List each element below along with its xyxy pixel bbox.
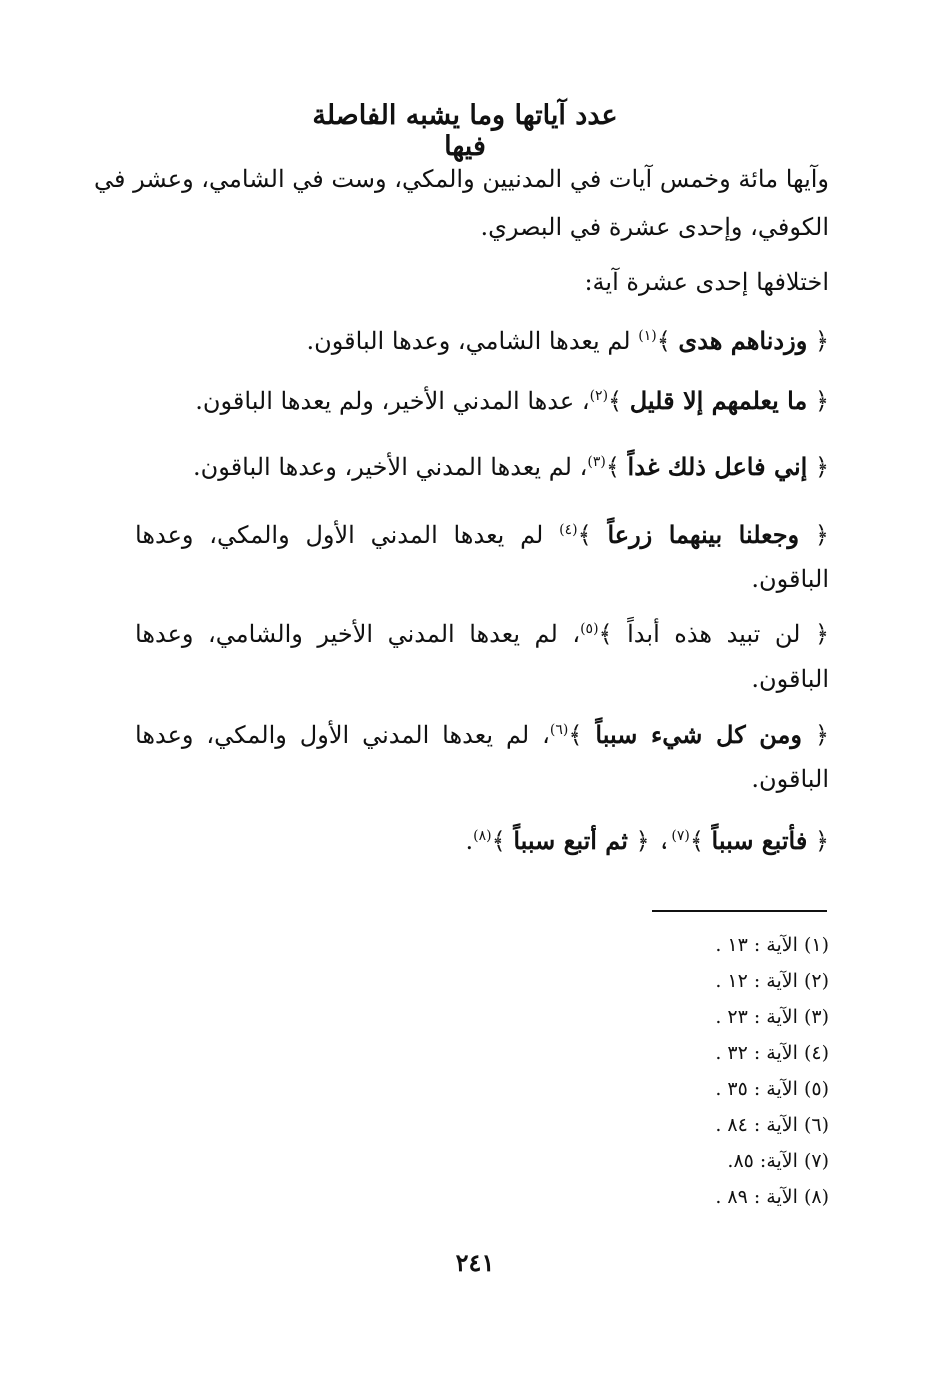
entry-text: ، لم يعدها المدني الأول والمكي، وعدها [135,721,550,749]
footnote-ref: (٣) [587,454,606,470]
footnote-6: (٦) الآية : ٨٤ . [715,1114,829,1136]
footnote-2: (٢) الآية : ١٢ . [715,970,829,992]
footnote-ref: (١) [638,328,657,344]
entry-5-continuation: الباقون. [751,665,829,693]
bracket-close: ﴾ [605,453,620,481]
entry-text: ، عدها المدني الأخير، ولم يعدها الباقون. [195,387,590,415]
bracket-close: ﴾ [568,721,583,749]
ikhtilaf-line: اختلافها إحدى عشرة آية: [584,268,829,296]
entry-text: لم يعدها المدني الأول والمكي، وعدها [135,521,560,549]
intro-line-2: الكوفي، وإحدى عشرة في البصري. [480,213,829,241]
footnote-1: (١) الآية : ١٣ . [715,934,829,956]
entry-text: ، لم يعدها المدني الأخير، وعدها الباقون. [193,453,588,481]
footnote-ref: (٦) [549,722,569,738]
ayah-text: ومن كل شيء سبباً [595,720,802,749]
ayah-text: لن تبيد هذه أبداً [627,620,801,648]
bracket-close: ﴾ [577,521,592,549]
footnote-7: (٧) الآية: ٨٥. [727,1150,829,1172]
bracket-close: ﴾ [608,387,623,415]
bracket-open: ﴿ [635,827,650,855]
entry-4 [135,520,829,549]
entry-3 [193,452,829,481]
entry-text: لم يعدها الشامي، وعدها الباقون. [306,327,639,355]
ayah-text: فأتبع سبباً [711,826,808,855]
section-heading: عدد آياتها وما يشبه الفاصلة فيها [312,100,618,162]
entry-text: ، لم يعدها المدني الأخير والشامي، وعدها [135,620,581,648]
bracket-close: ﴾ [656,327,671,355]
entry-4-continuation: الباقون. [751,565,829,593]
ayah-text: ما يعلمهم إلا قليل [629,386,808,415]
separator: ، [649,827,672,855]
intro-line-1: وآيها مائة وخمس آيات في المدنيين والمكي، وست في الشامي، وعشر في [94,165,829,193]
bracket-open: ﴿ [814,387,829,415]
entry-6-continuation: الباقون. [751,765,829,793]
footnote-ref: (٥) [580,621,599,637]
bracket-close: ﴾ [491,827,506,855]
bracket-open: ﴿ [814,327,829,355]
footnote-ref: (٧) [671,828,690,844]
entry-5 [135,620,829,648]
bracket-open: ﴿ [814,453,829,481]
footnote-ref: (٤) [559,522,578,538]
bracket-close: ﴾ [689,827,704,855]
footnote-divider [652,910,827,912]
ayah-text: وزدناهم هدى [678,326,808,355]
footnote-ref: (٨) [473,828,492,844]
bracket-open: ﴿ [814,620,829,648]
bracket-open: ﴿ [814,521,829,549]
footnote-8: (٨) الآية : ٨٩ . [715,1186,829,1208]
bracket-open: ﴿ [814,827,829,855]
entry-7-8 [466,826,829,855]
entry-6 [135,720,829,749]
footnote-ref: (٢) [589,388,609,404]
ayah-text: وجعلنا بينهما زرعاً [607,520,800,549]
entry-2 [195,386,829,415]
period: . [465,827,474,855]
bracket-close: ﴾ [598,620,613,648]
entry-1 [307,326,829,355]
bracket-open: ﴿ [814,721,829,749]
footnote-4: (٤) الآية : ٣٢ . [715,1042,829,1064]
footnote-5: (٥) الآية : ٣٥ . [715,1078,829,1100]
ayah-text: إني فاعل ذلك غداً [627,452,808,481]
footnote-3: (٣) الآية : ٢٣ . [715,1006,829,1028]
ayah-text: ثم أتبع سبباً [513,826,628,855]
page-number: ٢٤١ [455,1248,495,1277]
